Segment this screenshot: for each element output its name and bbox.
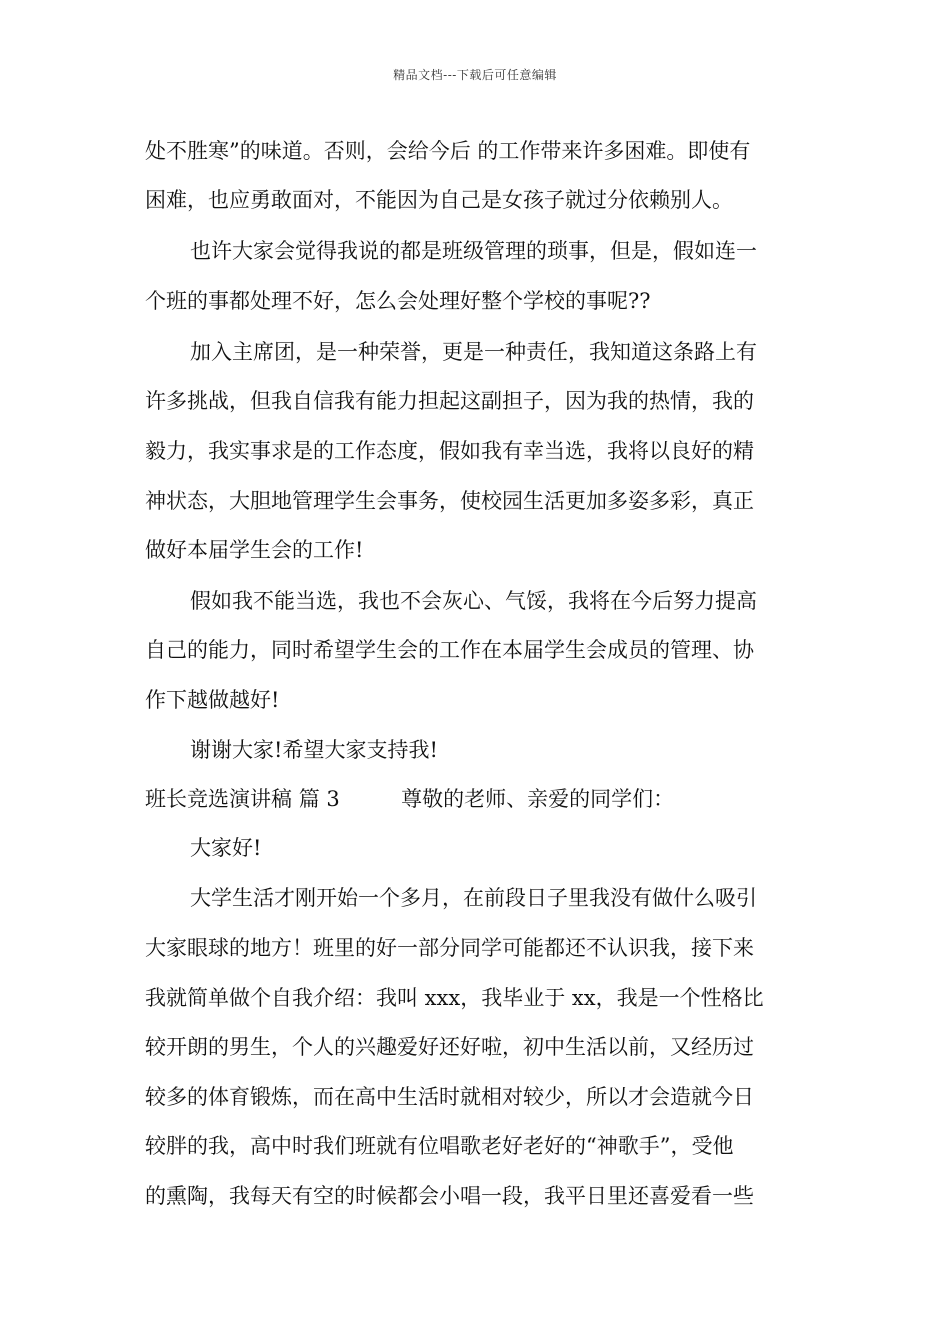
- paragraph-line: 我就简单做个自我介绍：我叫 xxx，我毕业于 xx，我是一个性格比: [145, 986, 764, 1010]
- section-number: 篇 3: [298, 787, 340, 811]
- salutation: 尊敬的老师、亲爱的同学们：: [401, 787, 675, 811]
- paragraph-line: 也许大家会觉得我说的都是班级管理的琐事，但是，假如连一: [190, 239, 757, 263]
- section-heading: [145, 785, 815, 813]
- paragraph-line: 自己的能力，同时希望学生会的工作在本届学生会成员的管理、协: [145, 638, 754, 662]
- paragraph-line: 假如我不能当选，我也不会灰心、气馁，我将在今后努力提高: [190, 589, 757, 613]
- page-header: 精品文档---下载后可任意编辑: [393, 68, 557, 82]
- paragraph-line: 处不胜寒”的味道。否则，会给今后 的工作带来许多困难。即使有: [145, 139, 751, 163]
- section-title: 班长竞选演讲稿: [145, 787, 292, 811]
- paragraph-line: 较多的体育锻炼，而在高中生活时就相对较少，所以才会造就今日: [145, 1085, 754, 1109]
- paragraph-line: 作下越做越好!: [145, 688, 280, 712]
- paragraph-line: 做好本届学生会的工作!: [145, 538, 364, 562]
- paragraph-line: 较开朗的男生，个人的兴趣爱好还好啦，初中生活以前，又经历过: [145, 1035, 754, 1059]
- paragraph-line: 较胖的我，高中时我们班就有位唱歌老好老好的“神歌手”，受他: [145, 1134, 734, 1158]
- paragraph-line: 加入主席团，是一种荣誉，更是一种责任，我知道这条路上有: [190, 340, 757, 364]
- paragraph-line: 个班的事都处理不好，怎么会处理好整个学校的事呢??: [145, 289, 651, 313]
- paragraph-line: 神状态，大胆地管理学生会事务，使校园生活更加多姿多彩，真正: [145, 489, 754, 513]
- paragraph-line: 毅力，我实事求是的工作态度，假如我有幸当选，我将以良好的精: [145, 439, 754, 463]
- closing-line: 谢谢大家!希望大家支持我!: [190, 738, 438, 762]
- greeting-line: 大家好!: [190, 836, 262, 860]
- paragraph-line: 大学生活才刚开始一个多月，在前段日子里我没有做什么吸引: [190, 886, 757, 910]
- paragraph-line: 许多挑战，但我自信我有能力担起这副担子，因为我的热情，我的: [145, 389, 754, 413]
- paragraph-line: 大家眼球的地方！班里的好一部分同学可能都还不认识我，接下来: [145, 936, 754, 960]
- paragraph-line: 困难，也应勇敢面对，不能因为自己是女孩子就过分依赖别人。: [145, 188, 733, 212]
- paragraph-line: 的熏陶，我每天有空的时候都会小唱一段，我平日里还喜爱看一些: [145, 1184, 754, 1208]
